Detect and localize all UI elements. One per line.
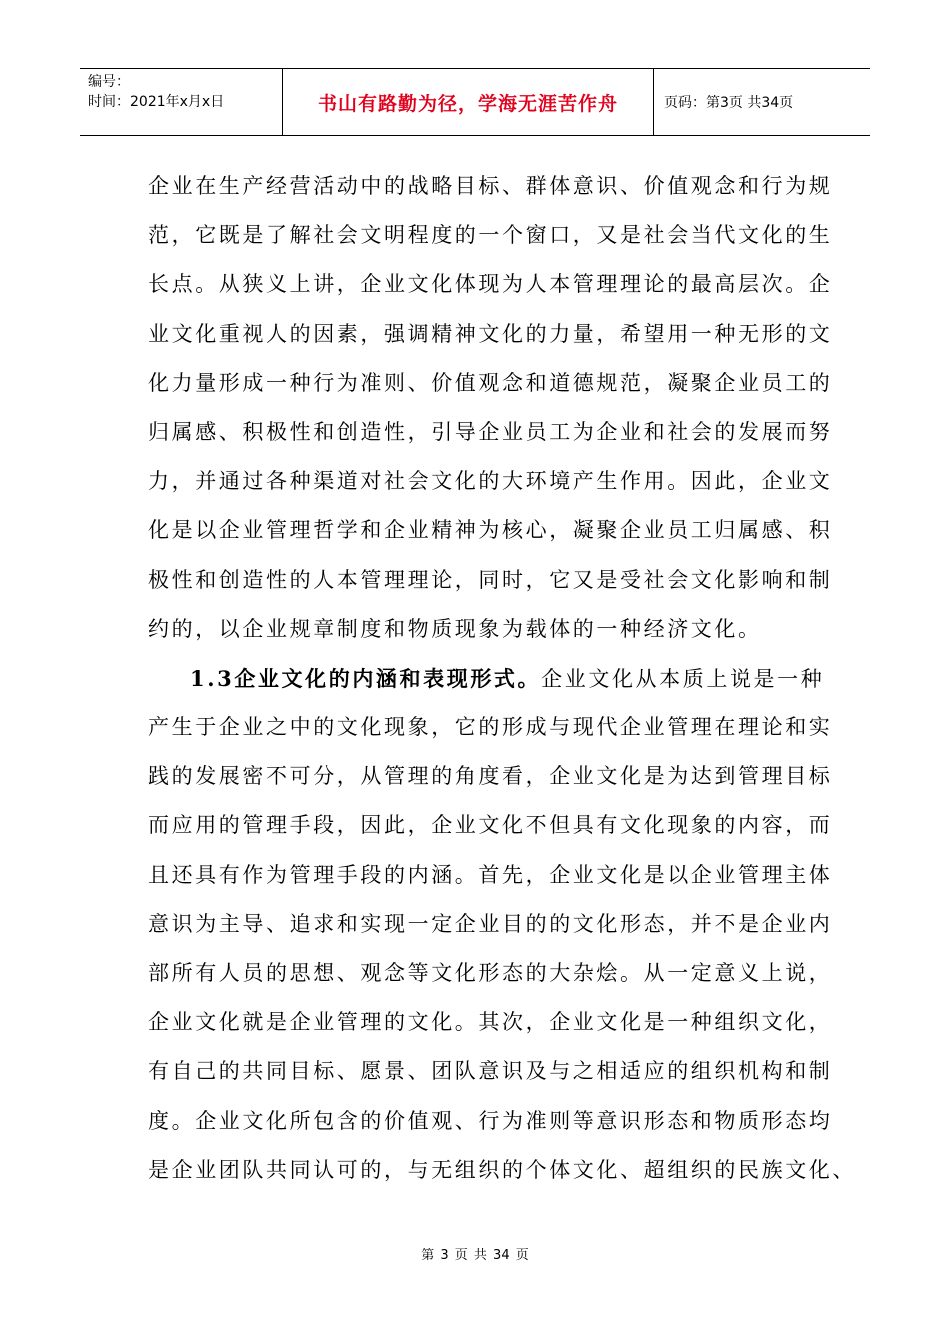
body-line: 归属感、积极性和创造性，引导企业员工为企业和社会的发展而努	[148, 419, 833, 444]
header-motto-cell	[282, 69, 654, 135]
section-heading: 1.3企业文化的内涵和表现形式。	[190, 665, 542, 691]
section-line: 度。企业文化所包含的价值观、行为准则等意识形态和物质形态均	[148, 1108, 833, 1133]
document-time-label: 时间：2021年x月x日	[88, 94, 225, 110]
section-line: 践的发展密不可分，从管理的角度看，企业文化是为达到管理目标	[148, 764, 833, 789]
body-line: 化是以企业管理哲学和企业精神为核心，凝聚企业员工归属感、积	[148, 518, 833, 543]
section-line: 且还具有作为管理手段的内涵。首先，企业文化是以企业管理主体	[148, 862, 833, 887]
document-body	[148, 162, 856, 1195]
body-line: 力，并通过各种渠道对社会文化的大环境产生作用。因此，企业文	[148, 469, 833, 494]
header-page-cell	[654, 69, 870, 135]
body-line: 极性和创造性的人本管理理论，同时，它又是受社会文化影响和制	[148, 567, 833, 592]
footer-page-number: 第 3 页 共 34 页	[421, 1248, 529, 1263]
section-line: 部所有人员的思想、观念等文化形态的大杂烩。从一定意义上说，	[148, 961, 833, 985]
header-page-label: 页码：第3页 共34页	[664, 95, 794, 111]
body-line: 范，它既是了解社会文明程度的一个窗口，又是社会当代文化的生	[148, 223, 833, 248]
section-line: 产生于企业之中的文化现象，它的形成与现代企业管理在理论和实	[148, 715, 833, 740]
section-line: 企业文化就是企业管理的文化。其次，企业文化是一种组织文化，	[148, 1010, 833, 1035]
section-first-line-text: 企业文化从本质上说是一种	[541, 666, 825, 691]
body-line: 约的，以企业规章制度和物质现象为载体的一种经济文化。	[148, 616, 762, 641]
body-line: 长点。从狭义上讲，企业文化体现为人本管理理论的最高层次。企	[148, 272, 833, 297]
header-motto: 书山有路勤为径，学海无涯苦作舟	[317, 92, 618, 115]
section-line: 意识为主导、追求和实现一定企业目的的文化形态，并不是企业内	[148, 911, 833, 936]
page-footer	[0, 1244, 950, 1263]
body-line: 业文化重视人的因素，强调精神文化的力量，希望用一种无形的文	[148, 321, 833, 346]
document-number-label: 编号：	[88, 74, 130, 90]
body-line: 化力量形成一种行为准则、价值观念和道德规范，凝聚企业员工的	[148, 370, 833, 395]
document-header	[80, 68, 870, 136]
section-line: 有自己的共同目标、愿景、团队意识及与之相适应的组织机构和制	[148, 1059, 833, 1084]
body-line: 企业在生产经营活动中的战略目标、群体意识、价值观念和行为规	[148, 174, 833, 198]
section-line: 而应用的管理手段，因此，企业文化不但具有文化现象的内容，而	[148, 813, 833, 838]
header-meta-cell	[80, 69, 282, 135]
section-first-line	[148, 654, 825, 703]
section-line: 是企业团队共同认可的，与无组织的个体文化、超组织的民族文化、	[148, 1157, 856, 1182]
